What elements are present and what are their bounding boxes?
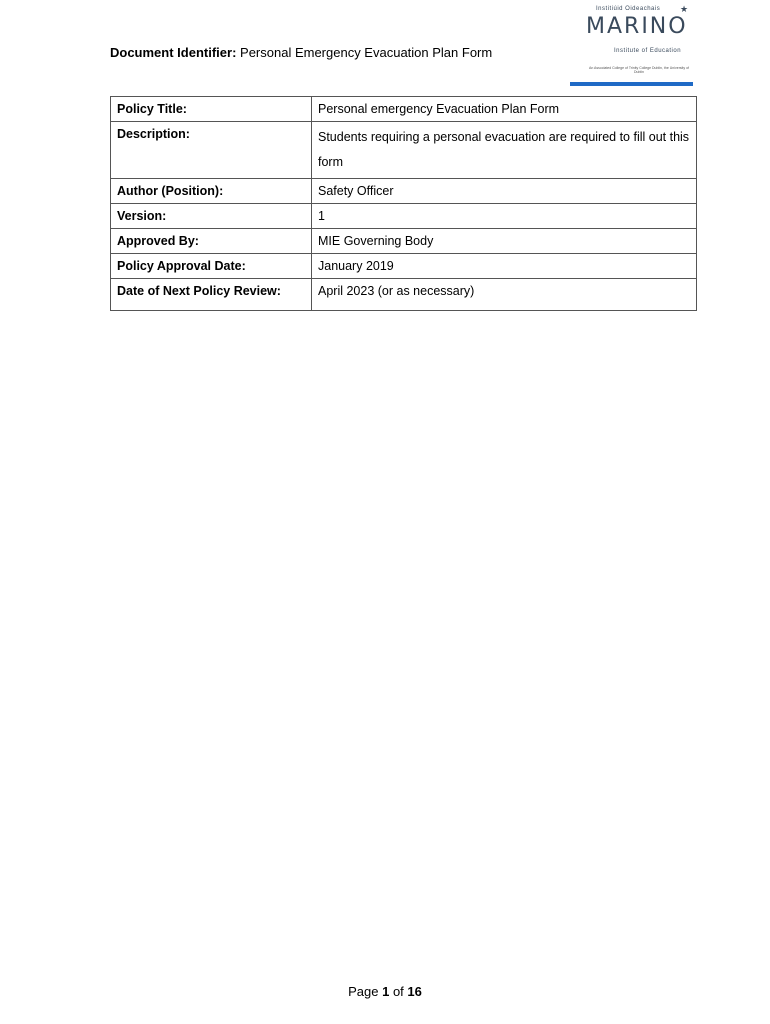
table-row xyxy=(111,279,697,311)
document-identifier xyxy=(110,45,492,60)
row-key: Policy Approval Date: xyxy=(111,254,312,279)
total-pages: 16 xyxy=(407,984,422,999)
of-label: of xyxy=(392,984,404,999)
row-value: Personal emergency Evacuation Plan Form xyxy=(312,97,697,122)
star-icon: ★ xyxy=(680,4,689,14)
row-value: 1 xyxy=(312,204,697,229)
logo-name: MARINO xyxy=(586,14,688,39)
row-key: Policy Title: xyxy=(111,97,312,122)
row-key: Author (Position): xyxy=(111,179,312,204)
row-value: January 2019 xyxy=(312,254,697,279)
row-key: Date of Next Policy Review: xyxy=(111,279,312,311)
page-label: Page xyxy=(348,984,379,999)
marino-logo xyxy=(584,4,694,80)
table-row xyxy=(111,229,697,254)
table-row xyxy=(111,179,697,204)
logo-line1: Institiúid Oideachais xyxy=(596,6,661,12)
row-value: MIE Governing Body xyxy=(312,229,697,254)
logo-line2: Institute of Education xyxy=(614,48,682,54)
table-row xyxy=(111,204,697,229)
row-value: April 2023 (or as necessary) xyxy=(312,279,697,311)
row-key: Description: xyxy=(111,122,312,179)
row-value: Students requiring a personal evacuation are required to fill out this form xyxy=(312,122,697,179)
policy-table xyxy=(110,96,697,311)
row-key: Approved By: xyxy=(111,229,312,254)
row-key: Version: xyxy=(111,204,312,229)
header-rule xyxy=(570,82,693,86)
current-page: 1 xyxy=(382,984,390,999)
doc-id-value: Personal Emergency Evacuation Plan Form xyxy=(240,45,493,60)
logo-line3: An Associated College of Trinity College Dublin, the University of Dublin xyxy=(589,66,689,74)
table-row xyxy=(111,254,697,279)
table-row xyxy=(111,122,697,179)
table-row xyxy=(111,97,697,122)
row-value: Safety Officer xyxy=(312,179,697,204)
doc-id-label: Document Identifier: xyxy=(110,45,237,60)
page-number xyxy=(0,984,770,999)
